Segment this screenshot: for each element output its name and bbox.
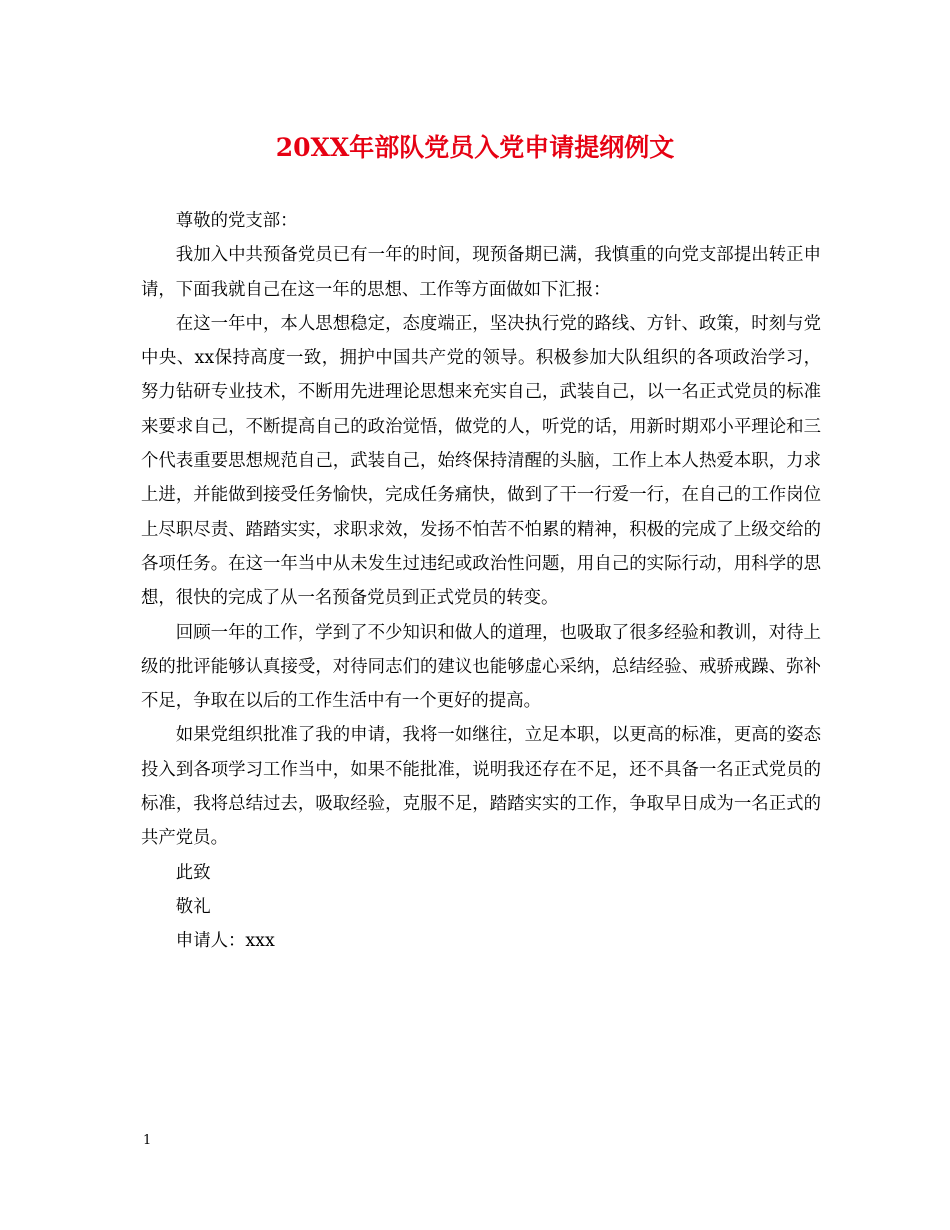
body-paragraph-1: 我加入中共预备党员已有一年的时间，现预备期已满，我慎重的向党支部提出转正申请，下面我就自己在这一年的思想、工作等方面做如下汇报： bbox=[141, 245, 821, 300]
document-title: 20XX年部队党员入党申请提纲例文 bbox=[275, 133, 675, 162]
closing-line: 此致 bbox=[175, 862, 211, 883]
body-paragraph-2: 在这一年中，本人思想稳定，态度端正，坚决执行党的路线、方针、政策，时刻与党中央、xx保持高度一致，拥护中国共产党的领导。积极参加大队组织的各项政治学习，努力钻研专业技术，不断用先进理论思想来充实自己，武装自己，以一名正式党员的标准来要求自己，不断提高自己的政治觉悟，做党的人，听党的话，用新时期邓小平理论和三个代表重要思想规范自己，武装自己，始终保持清醒的头脑，工作上本人热爱本职，力求上进，并能做到接受任务愉快，完成任务痛快，做到了干一行爱一行，在自己的工作岗位上尽职尽责、踏踏实实，求职求效，发扬不怕苦不怕累的精神，积极的完成了上级交给的各项任务。在这一年当中从未发生过违纪或政治性问题，用自己的实际行动，用科学的思想，很快的完成了从一名预备党员到正式党员的转变。 bbox=[141, 313, 821, 609]
regards-line: 敬礼 bbox=[175, 896, 211, 917]
body-paragraph-4: 如果党组织批准了我的申请，我将一如继往，立足本职，以更高的标准，更高的姿态投入到各项学习工作当中，如果不能批准，说明我还存在不足，还不具备一名正式党员的标准，我将总结过去，吸取经验，克服不足，踏踏实实的工作，争取早日成为一名正式的共产党员。 bbox=[141, 725, 821, 849]
body-paragraph-3: 回顾一年的工作，学到了不少知识和做人的道理，也吸取了很多经验和教训，对待上级的批评能够认真接受，对待同志们的建议也能够虚心采纳，总结经验、戒骄戒躁、弥补不足，争取在以后的工作生活中有一个更好的提高。 bbox=[141, 622, 821, 712]
page-number: 1 bbox=[143, 1133, 152, 1148]
salutation: 尊敬的党支部： bbox=[175, 211, 298, 231]
document-body bbox=[141, 204, 821, 959]
applicant-signature: 申请人：xxx bbox=[175, 931, 275, 952]
